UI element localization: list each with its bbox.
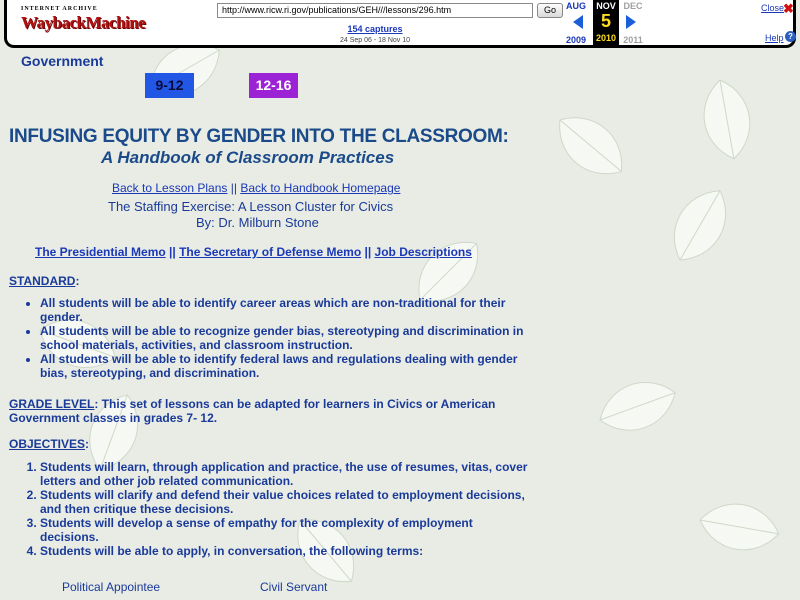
help-icon[interactable]: ? — [785, 31, 796, 42]
next-year-label: 2011 — [623, 35, 643, 45]
memo-separator-1: || — [165, 245, 180, 259]
objective-item: 4. Students will be able to apply, in conversation, the following terms: — [40, 544, 530, 558]
objective-item: 1. Students will learn, through application and practice, the use of resumes, vitas, cover letters and other job related communication. — [40, 460, 530, 488]
prev-capture-arrow-icon[interactable] — [572, 14, 584, 30]
standard-item: • All students will be able to identify career areas which are non-traditional for their gender. — [40, 296, 530, 324]
wayback-toolbar — [4, 0, 796, 48]
nav-separator: || — [227, 181, 241, 195]
grade-level-label: GRADE LEVEL — [9, 397, 95, 411]
back-to-lesson-plans-link[interactable]: Back to Lesson Plans — [112, 181, 228, 195]
go-button[interactable]: Go — [537, 3, 563, 18]
current-year: 2010 — [595, 33, 617, 43]
captures-link[interactable]: 154 captures — [347, 24, 403, 34]
page-subtitle: A Handbook of Classroom Practices — [101, 148, 395, 167]
standard-item: • All students will be able to recognize gender bias, stereotyping and discrimination in school materials, activities, and classroom instruction. — [40, 324, 530, 352]
memo-links — [35, 245, 472, 259]
memo-separator-2: || — [361, 245, 375, 259]
secretary-defense-memo-link[interactable]: The Secretary of Defense Memo — [179, 245, 362, 259]
back-nav — [112, 181, 400, 195]
close-link[interactable]: Close — [761, 3, 785, 13]
logo-top-text: INTERNET ARCHIVE — [21, 6, 98, 12]
grade-level-text: : This set of lessons can be adapted for learners in Civics or American Government classes in grades 7- 12. — [9, 397, 496, 425]
category-label: Government — [21, 53, 104, 69]
exercise-title: The Staffing Exercise: A Lesson Cluster for Civics — [108, 199, 394, 214]
capture-date-range: 24 Sep 06 - 18 Nov 10 — [339, 37, 411, 44]
grade-level-paragraph — [9, 397, 529, 425]
help-link[interactable]: Help — [765, 33, 784, 43]
presidential-memo-link[interactable]: The Presidential Memo — [35, 245, 166, 259]
term-item: Political Appointee — [62, 580, 161, 594]
standard-label: STANDARD — [9, 274, 76, 288]
wayback-logo[interactable] — [21, 6, 146, 40]
job-descriptions-link[interactable]: Job Descriptions — [374, 245, 472, 259]
objective-item: 2. Students will clarify and defend their value choices related to employment decisions, and then critique these decisions. — [40, 488, 530, 516]
current-capture-date — [593, 0, 619, 45]
next-capture-arrow-icon[interactable] — [625, 14, 637, 30]
logo-main-text: WaybackMachine — [21, 13, 146, 32]
standard-item: • All students will be able to identify federal laws and regulations dealing with gender bias, stereotyping, and discrimination. — [40, 352, 530, 380]
url-input[interactable]: http://www.ricw.ri.gov/publications/GEH///lessons/296.htm — [217, 3, 533, 18]
standard-heading: STANDARD: — [9, 274, 80, 288]
back-to-handbook-link[interactable]: Back to Handbook Homepage — [240, 181, 401, 195]
close-icon[interactable]: ✖ — [783, 1, 794, 16]
objectives-list — [22, 460, 530, 558]
objectives-label: OBJECTIVES — [9, 437, 86, 451]
prev-year-label[interactable]: 2009 — [565, 35, 587, 45]
standards-list — [22, 296, 530, 380]
current-day: 5 — [600, 11, 611, 31]
objectives-heading: OBJECTIVES: — [9, 437, 90, 451]
next-month-label: DEC — [623, 1, 643, 11]
term-item: Civil Servant — [260, 580, 328, 594]
current-month: NOV — [596, 1, 616, 11]
page-title: INFUSING EQUITY BY GENDER INTO THE CLASSROOM: — [9, 126, 509, 147]
prev-month-label[interactable]: AUG — [566, 1, 586, 11]
grade-12-16-button[interactable]: 12-16 — [249, 73, 298, 98]
author-line: By: Dr. Milburn Stone — [196, 215, 319, 230]
objective-item: 3. Students will develop a sense of empathy for the complexity of employment decisions. — [40, 516, 530, 544]
grade-9-12-button[interactable]: 9-12 — [145, 73, 194, 98]
